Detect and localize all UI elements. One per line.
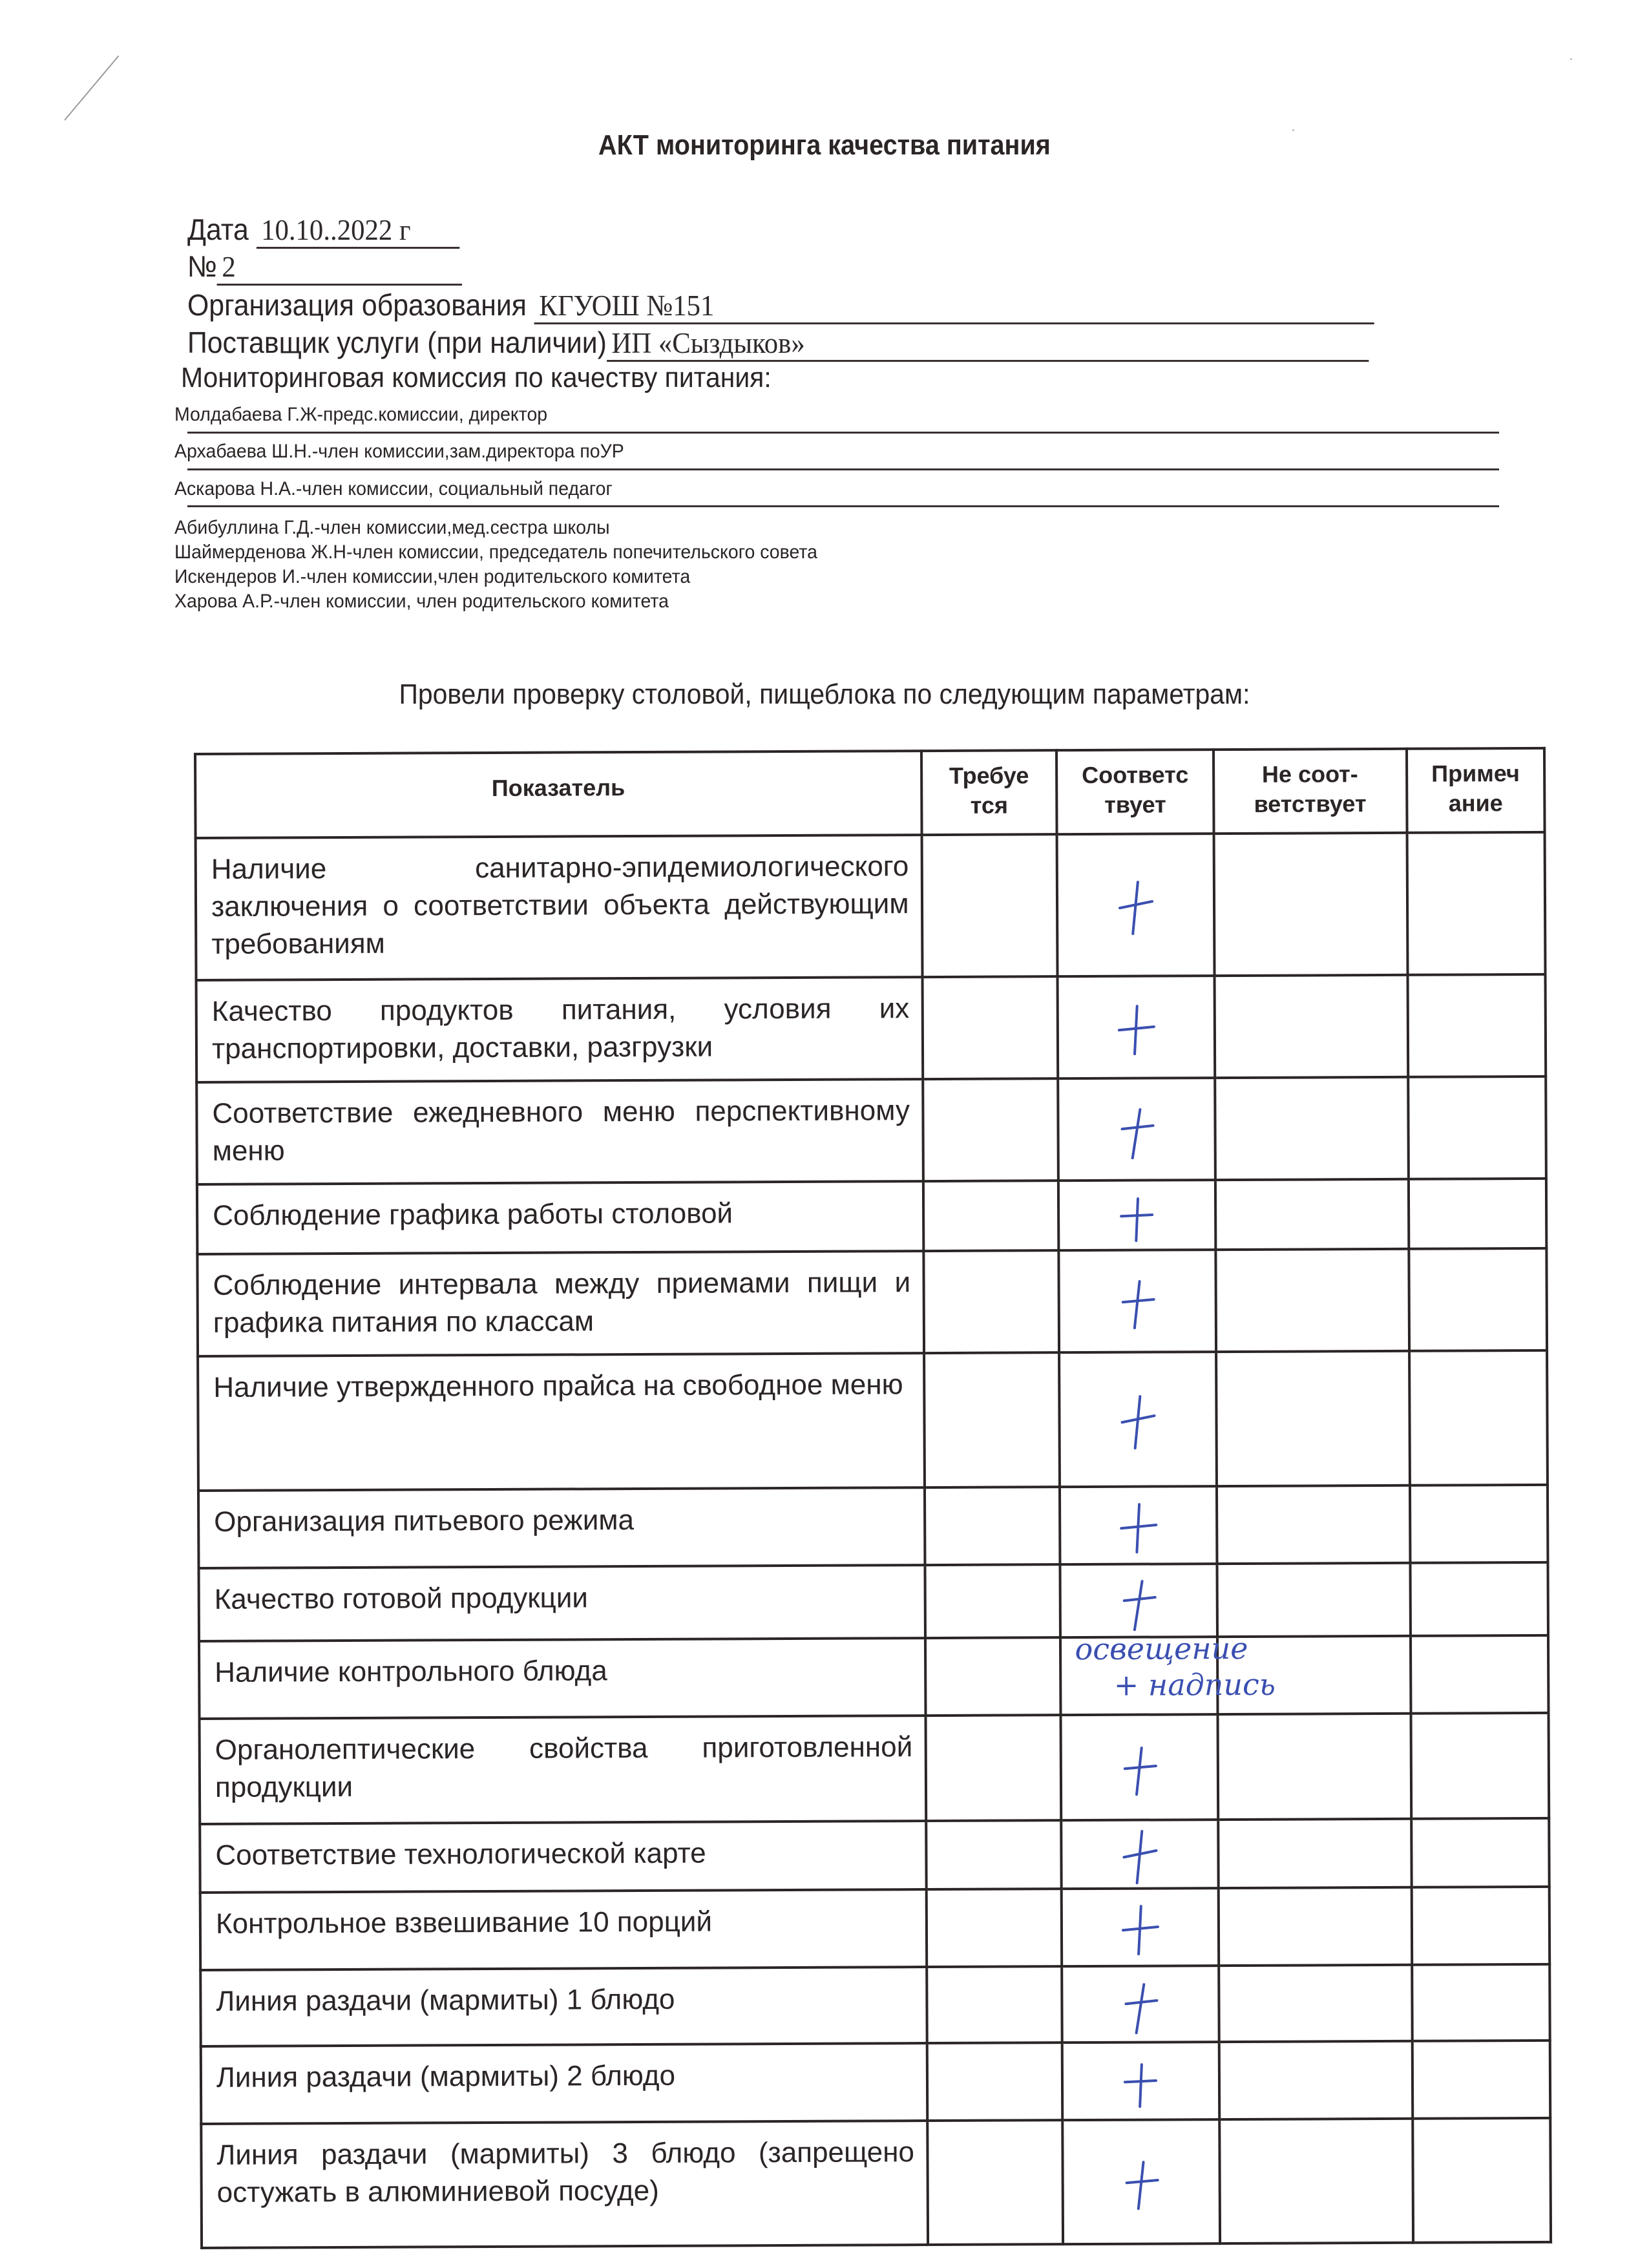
commission-member: Молдабаева Г.Ж-предс.комиссии, директор xyxy=(174,404,548,425)
required-cell xyxy=(927,1966,1062,2043)
required-cell xyxy=(924,1352,1060,1487)
indicator-cell: Соблюдение графика работы столовой xyxy=(197,1181,923,1254)
organization-value: КГУОШ №151 xyxy=(534,288,1374,324)
number-value: 2 xyxy=(217,249,462,286)
table-row xyxy=(199,1635,1549,1719)
indicator-cell: Линия раздачи (мармиты) 2 блюдо xyxy=(201,2043,927,2124)
complies-cell xyxy=(1062,1888,1219,1966)
required-cell xyxy=(927,2042,1063,2121)
complies-cell xyxy=(1061,1714,1218,1820)
complies-cell xyxy=(1062,1820,1219,1889)
note-cell xyxy=(1412,2041,1550,2119)
not-complies-cell xyxy=(1215,1249,1409,1352)
commission-member: Аскарова Н.А.-член комиссии, социальный педагог xyxy=(174,478,613,499)
commission-member: Искендеров И.-член комиссии,член родительского комитета xyxy=(174,566,691,587)
header-complies xyxy=(1056,750,1213,834)
handwritten-plus-mark xyxy=(1116,1574,1161,1632)
not-complies-cell xyxy=(1214,975,1408,1078)
table-row xyxy=(196,974,1546,1082)
complies-cell xyxy=(1060,1564,1217,1637)
required-cell xyxy=(924,1487,1060,1565)
required-cell xyxy=(927,2120,1064,2245)
table-row xyxy=(201,2118,1551,2248)
document-title: АКТ мониторинга качества питания xyxy=(598,129,1051,161)
header-indicator: Показатель xyxy=(195,751,921,838)
indicator-cell: Линия раздачи (мармиты) 1 блюдо xyxy=(200,1967,927,2046)
handwritten-plus-mark xyxy=(1114,1103,1159,1161)
note-cell xyxy=(1409,1248,1547,1351)
not-complies-cell xyxy=(1217,1563,1411,1637)
handwritten-plus-mark xyxy=(1117,1741,1162,1799)
not-complies-cell xyxy=(1219,1965,1413,2042)
handwritten-plus-mark xyxy=(1118,2055,1163,2113)
table-row xyxy=(196,1076,1546,1184)
table-row xyxy=(200,1713,1549,1824)
handwritten-note-line2: + надпись xyxy=(1113,1666,1276,1703)
table-row xyxy=(200,1887,1550,1970)
inspection-table xyxy=(194,747,1552,2249)
number-label: № xyxy=(187,249,217,283)
complies-cell xyxy=(1059,1250,1216,1352)
date-field xyxy=(187,212,459,249)
scan-speck xyxy=(1570,58,1572,60)
table-row xyxy=(200,1964,1549,2046)
note-cell xyxy=(1407,974,1546,1077)
indicator-cell: Контрольное взвешивание 10 порций xyxy=(200,1889,927,1970)
complies-cell xyxy=(1058,976,1215,1078)
required-cell xyxy=(926,1820,1062,1889)
not-complies-cell xyxy=(1218,1887,1412,1966)
not-complies-cell xyxy=(1219,2041,1413,2119)
not-complies-cell xyxy=(1215,1179,1409,1250)
indicator-cell: Организация питьевого режима xyxy=(198,1487,925,1568)
note-cell xyxy=(1411,1818,1549,1887)
required-cell xyxy=(921,834,1058,977)
indicator-cell: Качество продуктов питания, условия их транспортировки, доставки, разгрузки xyxy=(196,977,923,1082)
commission-member: Шаймерденова Ж.Н-член комиссии, председатель попечительского совета xyxy=(174,541,817,563)
scan-speck xyxy=(1292,129,1294,131)
organization-label: Организация образования xyxy=(187,288,527,322)
table-header-row xyxy=(195,748,1545,838)
handwritten-plus-mark xyxy=(1116,1499,1161,1557)
table-row xyxy=(200,1818,1549,1893)
handwritten-plus-mark xyxy=(1118,1978,1163,2036)
header-complies-line1: Соответс xyxy=(1082,761,1189,789)
table-row xyxy=(198,1350,1548,1491)
complies-cell xyxy=(1058,1078,1215,1181)
required-cell xyxy=(925,1637,1061,1716)
organization-field xyxy=(187,288,1374,324)
complies-cell xyxy=(1063,2119,1220,2244)
commission-title: Мониторинговая комиссия по качеству питания: xyxy=(181,362,772,394)
indicator-cell: Органолептические свойства приготовленной продукции xyxy=(200,1716,926,1824)
indicator-cell: Соблюдение интервала между приемами пищи и графика питания по классам xyxy=(197,1251,923,1356)
supplier-label: Поставщик услуги (при наличии) xyxy=(187,326,607,359)
handwritten-plus-mark xyxy=(1117,1901,1162,1959)
handwritten-plus-mark xyxy=(1117,1828,1162,1886)
handwritten-note-line1: освещение xyxy=(1075,1630,1248,1667)
not-complies-cell xyxy=(1215,1077,1409,1180)
handwritten-note xyxy=(1075,1630,1346,1703)
required-cell xyxy=(923,1181,1058,1251)
note-cell xyxy=(1411,1635,1549,1714)
indicator-cell: Линия раздачи (мармиты) 3 блюдо (запрещено остужать в алюминиевой посуде) xyxy=(201,2121,927,2248)
handwritten-plus-mark xyxy=(1115,1393,1161,1451)
header-required xyxy=(921,750,1057,835)
not-complies-cell xyxy=(1216,1351,1410,1486)
complies-cell xyxy=(1060,1352,1217,1487)
signature-line xyxy=(187,432,1499,434)
commission-member: Архабаева Ш.Н.-член комиссии,зам.директора поУР xyxy=(174,441,624,462)
note-cell xyxy=(1409,1179,1547,1249)
note-cell xyxy=(1413,2118,1551,2243)
indicator-cell: Соответствие ежедневного меню перспективному меню xyxy=(196,1079,923,1184)
date-label: Дата xyxy=(187,213,249,246)
header-not-complies xyxy=(1213,749,1407,834)
required-cell xyxy=(923,1078,1059,1181)
complies-cell xyxy=(1060,1630,1276,1715)
commission-member: Абибуллина Г.Д.-член комиссии,мед.сестра школы xyxy=(174,517,610,538)
margin-pen-stroke xyxy=(64,56,119,121)
not-complies-cell xyxy=(1217,1714,1411,1820)
table-row xyxy=(201,2041,1551,2124)
note-cell xyxy=(1411,1713,1549,1819)
header-not-complies-line2: ветствует xyxy=(1254,790,1367,817)
inspection-intro: Провели проверку столовой, пищеблока по следующим параметрам: xyxy=(399,678,1250,710)
table-row xyxy=(196,832,1546,980)
indicator-cell: Соответствие технологической карте xyxy=(200,1821,926,1893)
table-row xyxy=(197,1248,1547,1356)
handwritten-plus-mark xyxy=(1119,2156,1164,2214)
indicator-cell: Наличие санитарно-эпидемиологического заключения о соответствии объекта действующим требованиям xyxy=(196,835,922,980)
note-cell xyxy=(1409,1350,1548,1486)
handwritten-plus-mark xyxy=(1115,1189,1160,1247)
note-cell xyxy=(1407,832,1545,975)
not-complies-cell xyxy=(1217,1486,1411,1564)
note-cell xyxy=(1408,1076,1546,1179)
required-cell xyxy=(925,1715,1062,1821)
complies-cell xyxy=(1062,1966,1219,2042)
supplier-value: ИП «Сыздыков» xyxy=(607,326,1369,362)
note-cell xyxy=(1410,1485,1548,1563)
header-required-line1: Требуе xyxy=(949,762,1029,789)
supplier-field xyxy=(187,325,1369,362)
complies-cell xyxy=(1060,1486,1217,1564)
handwritten-plus-mark xyxy=(1115,1275,1160,1333)
header-complies-line2: твует xyxy=(1104,791,1166,818)
header-note-line2: ание xyxy=(1448,790,1503,817)
complies-cell xyxy=(1062,2042,1219,2120)
commission-member: Харова А.Р.-член комиссии, член родительского комитета xyxy=(174,591,669,612)
indicator-cell: Наличие утвержденного прайса на свободное меню xyxy=(198,1353,924,1491)
table-row xyxy=(197,1179,1546,1254)
header-not-complies-line1: Не соот- xyxy=(1261,761,1358,788)
note-cell xyxy=(1411,1887,1549,1965)
date-value: 10.10..2022 г xyxy=(257,213,459,249)
not-complies-cell xyxy=(1218,1819,1412,1888)
required-cell xyxy=(922,976,1058,1079)
required-cell xyxy=(923,1250,1060,1353)
complies-cell xyxy=(1057,834,1214,976)
required-cell xyxy=(926,1889,1062,1967)
header-note-line1: Примеч xyxy=(1431,760,1520,787)
header-note xyxy=(1407,748,1545,833)
header-required-line2: тся xyxy=(970,792,1009,819)
signature-line xyxy=(187,468,1499,470)
not-complies-cell xyxy=(1219,2119,1413,2243)
number-field xyxy=(187,249,462,286)
note-cell xyxy=(1412,1964,1550,2041)
table-row xyxy=(198,1485,1548,1568)
indicator-cell: Качество готовой продукции xyxy=(199,1565,925,1641)
handwritten-plus-mark xyxy=(1113,879,1158,937)
handwritten-plus-mark xyxy=(1113,1001,1159,1059)
signature-line xyxy=(187,505,1499,507)
complies-cell xyxy=(1058,1180,1215,1250)
required-cell xyxy=(925,1564,1060,1638)
not-complies-cell xyxy=(1213,833,1407,976)
note-cell xyxy=(1410,1562,1548,1636)
indicator-cell: Наличие контрольного блюда xyxy=(199,1638,925,1719)
